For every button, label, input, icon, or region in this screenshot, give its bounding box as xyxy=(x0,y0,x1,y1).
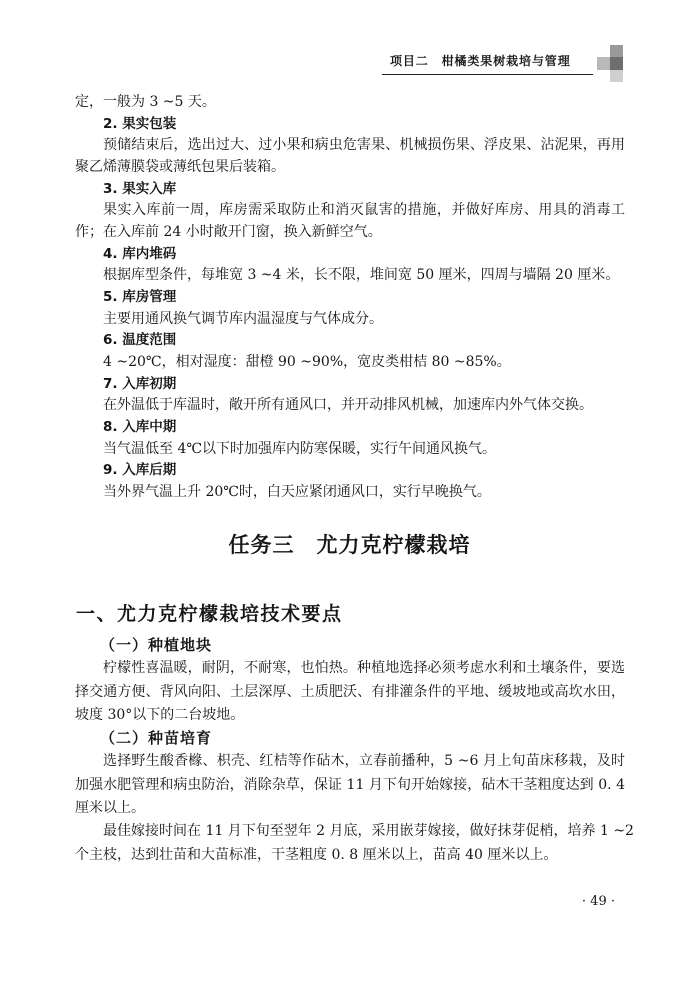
continuation-line: 定，一般为 3 ~5 天。 xyxy=(75,94,216,110)
section-title: 一、尤力克柠檬栽培技术要点 xyxy=(76,603,343,625)
cultivation-section xyxy=(75,634,634,867)
paragraph-line: 加强水肥管理和病虫防治，消除杂草，保证 11 月下旬开始嫁接，砧木干茎粗度达到 0. 4 xyxy=(75,776,625,793)
header-rule xyxy=(382,74,593,75)
paragraph-line: 坡度 30°以下的二台坡地。 xyxy=(75,706,245,723)
item-heading: 2. 果实包装 xyxy=(103,115,177,132)
running-header-title: 项目二 柑橘类果树栽培与管理 xyxy=(390,54,571,68)
corner-block-ornament-icon xyxy=(597,44,627,84)
paragraph-line: 选择野生酸香橼、枳壳、红桔等作砧木，立春前播种，5 ~6 月上旬苗床移栽，及时 xyxy=(103,753,625,770)
paragraph-line: 最佳嫁接时间在 11 月下旬至翌年 2 月底，采用嵌芽嫁接，做好抹芽促梢，培养 1 ~2 xyxy=(103,823,634,840)
item-heading: 5. 库房管理 xyxy=(103,288,177,305)
paragraph-line: 当外界气温上升 20℃时，白天应紧闭通风口，实行早晚换气。 xyxy=(103,483,491,500)
paragraph-line: 在外温低于库温时，敞开所有通风口，并开动排风机械，加速库内外气体交换。 xyxy=(103,397,593,414)
paragraph-line: 择交通方便、背风向阳、土层深厚、土质肥沃、有排灌条件的平地、缓坡地或高坎水田， xyxy=(75,683,625,700)
item-heading: 9. 入库后期 xyxy=(103,462,177,479)
paragraph-line: 根据库型条件，每堆宽 3 ~4 米，长不限，堆间宽 50 厘米，四周与墙隔 20 厘米。 xyxy=(103,267,620,284)
storage-section xyxy=(75,92,625,503)
paragraph-line: 厘米以上。 xyxy=(75,800,145,817)
paragraph-line: 果实入库前一周，库房需采取防止和消灭鼠害的措施，并做好库房、用具的消毒工 xyxy=(103,202,625,219)
paragraph-line: 聚乙烯薄膜袋或薄纸包果后装箱。 xyxy=(75,158,285,175)
paragraph-line: 当气温低至 4℃以下时加强库内防寒保暖，实行午间通风换气。 xyxy=(103,440,497,457)
paragraph-line: 4 ~20℃，相对湿度：甜橙 90 ~90%，宽皮类柑桔 80 ~85%。 xyxy=(103,353,511,370)
paragraph-line: 主要用通风换气调节库内温湿度与气体成分。 xyxy=(103,310,383,327)
paragraph-line: 预储结束后，选出过大、过小果和病虫危害果、机械损伤果、浮皮果、沾泥果，再用 xyxy=(103,137,625,154)
page-number: · 49 · xyxy=(581,894,615,909)
item-heading: 7. 入库初期 xyxy=(103,375,177,392)
paragraph-line: 个主枝，达到壮苗和大苗标准，干茎粗度 0. 8 厘米以上，苗高 40 厘米以上。 xyxy=(75,846,558,863)
item-heading: 8. 入库中期 xyxy=(103,418,177,435)
item-heading: 3. 果实入库 xyxy=(103,180,177,197)
item-heading: 4. 库内堆码 xyxy=(103,245,177,262)
subsection-heading: （一）种植地块 xyxy=(100,636,213,654)
paragraph-line: 作；在入库前 24 小时敞开门窗，换入新鲜空气。 xyxy=(75,223,382,240)
task-title: 任务三 尤力克柠檬栽培 xyxy=(228,532,471,557)
paragraph-line: 柠檬性喜温暖，耐阴，不耐寒，也怕热。种植地选择必须考虑水利和土壤条件，要选 xyxy=(103,660,625,677)
item-heading: 6. 温度范围 xyxy=(103,332,177,349)
subsection-heading: （二）种苗培育 xyxy=(100,729,213,748)
